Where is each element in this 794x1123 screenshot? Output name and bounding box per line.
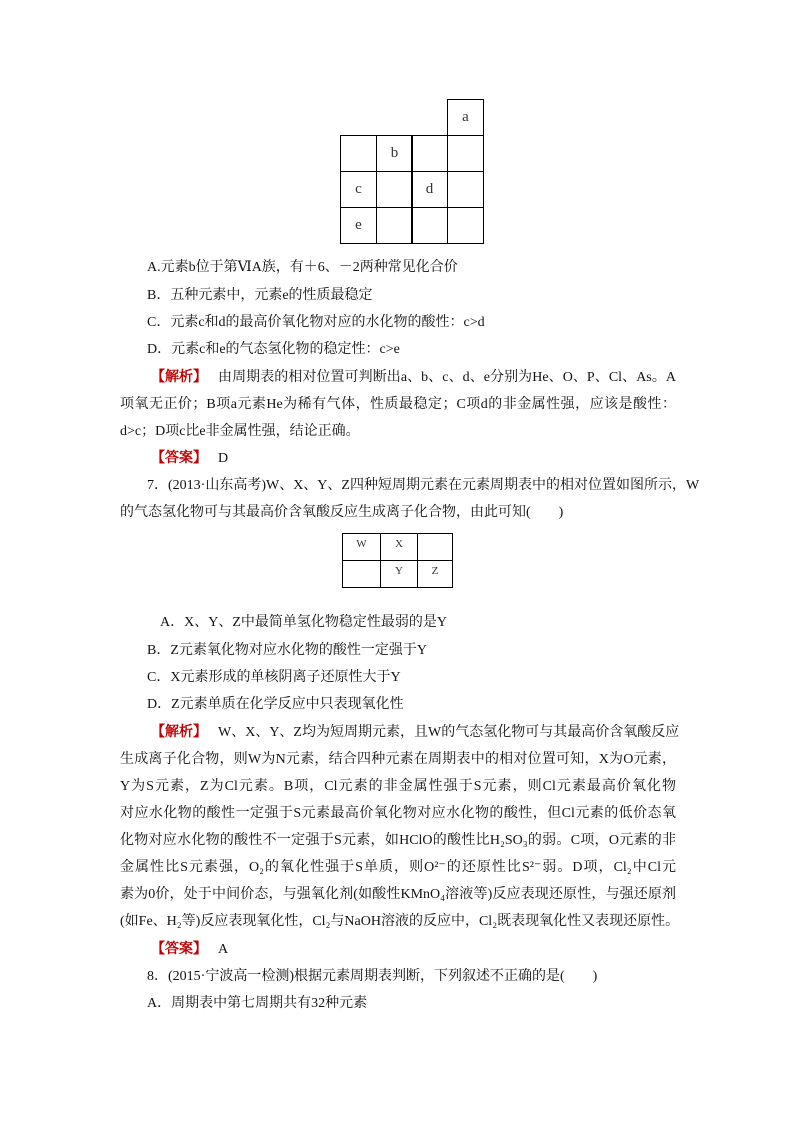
grid-cell bbox=[447, 135, 484, 172]
analysis-label: 【解析】 bbox=[151, 725, 207, 740]
q6-option-c: C．元素c和d的最高价氧化物对应的水化物的酸性：c>d bbox=[147, 315, 485, 330]
answer-value: D bbox=[218, 451, 229, 466]
grid-cell-d: d bbox=[411, 171, 448, 208]
grid-cell bbox=[447, 171, 484, 208]
analysis-text: 由周期表的相对位置可判断出a、b、c、d、e分别为He、O、P、Cl、As。A bbox=[218, 370, 676, 385]
q7-option-c: C．X元素形成的单核阴离子还原性大于Y bbox=[147, 670, 401, 685]
q7-analysis-line: Y为S元素，Z为Cl元素。B项，Cl元素的非金属性强于S元素，则Cl元素最高价氧化物 bbox=[120, 779, 676, 794]
table-cell-z: Z bbox=[417, 560, 453, 588]
q8-stem: 8．(2015·宁波高一检测)根据元素周期表判断，下列叙述不正确的是( ) bbox=[147, 969, 598, 984]
q6-analysis-line: d>c；D项c比e非金属性强，结论正确。 bbox=[120, 424, 360, 439]
analysis-label: 【解析】 bbox=[151, 370, 207, 385]
q8-option-a: A．周期表中第七周期共有32种元素 bbox=[147, 996, 368, 1011]
answer-label: 【答案】 bbox=[151, 451, 207, 466]
grid-cell bbox=[447, 207, 484, 244]
grid-cell-c: c bbox=[340, 171, 377, 208]
grid-cell bbox=[376, 171, 413, 208]
q6-option-a: A.元素b位于第ⅥA族，有＋6、－2两种常见化合价 bbox=[147, 260, 458, 275]
table-cell-w: W bbox=[342, 533, 381, 561]
q6-analysis-line bbox=[151, 368, 676, 388]
table-cell-y: Y bbox=[380, 560, 418, 588]
q6-option-d: D．元素c和e的气态氢化物的稳定性：c>e bbox=[147, 342, 400, 357]
grid-cell bbox=[376, 207, 413, 244]
q7-analysis-line: 素为0价，处于中间价态，与强氧化剂(如酸性KMnO₄溶液等)反应表现还原性，与强还原剂 bbox=[120, 887, 676, 902]
grid-cell bbox=[411, 207, 448, 244]
grid-cell-b: b bbox=[376, 135, 413, 172]
q7-analysis-line bbox=[151, 723, 680, 743]
q7-option-d: D．Z元素单质在化学反应中只表现氧化性 bbox=[147, 697, 404, 712]
answer-value: A bbox=[218, 942, 229, 957]
table-cell bbox=[342, 560, 381, 588]
q6-answer bbox=[151, 449, 228, 469]
grid-cell-a: a bbox=[447, 99, 484, 136]
q7-analysis-line: 对应水化物的酸性一定强于S元素最高价氧化物对应水化物的酸性，但Cl元素的低价态氧 bbox=[120, 806, 676, 821]
grid-cell bbox=[411, 135, 448, 172]
q7-option-b: B．Z元素氧化物对应水化物的酸性一定强于Y bbox=[147, 643, 427, 658]
q7-analysis-line: 生成离子化合物，则W为N元素，结合四种元素在周期表中的相对位置可知，X为O元素， bbox=[120, 752, 676, 767]
q7-option-a: A．X、Y、Z中最简单氢化物稳定性最弱的是Y bbox=[160, 615, 447, 630]
q6-analysis-line: 项氧无正价；B项a元素He为稀有气体，性质最稳定；C项d的非金属性强，应该是酸性： bbox=[120, 397, 676, 412]
q7-analysis-line: 金属性比S元素强，O₂的氧化性强于S单质，则O²⁻的还原性比S²⁻弱。D项，Cl₂中Cl元 bbox=[120, 860, 676, 875]
q7-analysis-line: (如Fe、H₂等)反应表现氧化性，Cl₂与NaOH溶液的反应中，Cl₂既表现氧化性又表现还原性。 bbox=[120, 914, 680, 929]
q6-option-b: B．五种元素中，元素e的性质最稳定 bbox=[147, 288, 373, 303]
q7-analysis-line: 化物对应水化物的酸性不一定强于S元素，如HClO的酸性比H₂SO₃的弱。C项，O元素的非 bbox=[120, 833, 676, 848]
grid-cell bbox=[340, 135, 377, 172]
q7-stem-line: 的气态氢化物可与其最高价含氧酸反应生成离子化合物，由此可知( ) bbox=[120, 505, 564, 520]
q7-answer bbox=[151, 940, 228, 960]
q7-stem-line: 7．(2013·山东高考)W、X、Y、Z四种短周期元素在元素周期表中的相对位置如图所示，W bbox=[147, 478, 700, 493]
grid-cell-e: e bbox=[340, 207, 377, 244]
table-cell-x: X bbox=[380, 533, 418, 561]
table-cell bbox=[417, 533, 453, 561]
analysis-text: W、X、Y、Z均为短周期元素，且W的气态氢化物可与其最高价含氧酸反应 bbox=[218, 725, 680, 740]
answer-label: 【答案】 bbox=[151, 942, 207, 957]
